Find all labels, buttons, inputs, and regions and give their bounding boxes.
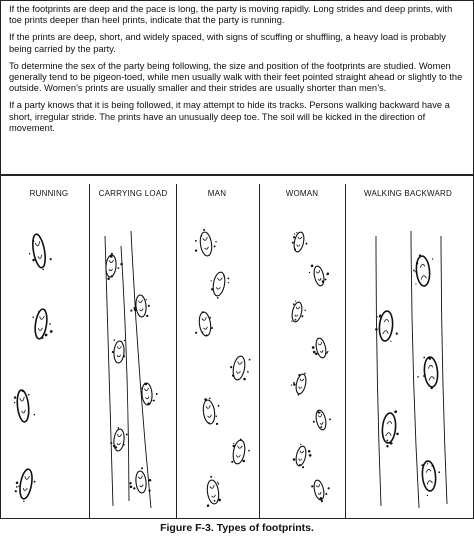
footprints-figure (0, 175, 474, 519)
footprint (111, 339, 126, 363)
footprint (202, 396, 223, 426)
footprint (291, 443, 313, 470)
footprint (13, 467, 38, 503)
footprint (289, 300, 307, 324)
footprint (374, 310, 400, 342)
footprint (230, 437, 252, 465)
paragraph-walking-backward: If a party knows that it is being followed, it may attempt to hide its tracks. Persons walking backward have a short, irregular stride. The prints have an unusually deep toe. The soil will be kicked in the direction of movement. (9, 100, 450, 133)
footprint (26, 232, 54, 272)
footprint (30, 308, 56, 341)
footprint (141, 382, 159, 406)
column-label-carrying-load: CARRYING LOAD (98, 189, 168, 198)
column-label-running: RUNNING (29, 189, 69, 198)
column-label-woman: WOMAN (285, 189, 319, 198)
scuff-line (376, 236, 381, 506)
scuff-line (121, 246, 129, 501)
paragraph-sex-determination: To determine the sex of the party being following, the size and position of the footprints are studied. Women generally tend to be pigeon-toed, while men usually walk with their feet pointed straight ahead or slightly to the outside. Women’s prints are usually smaller and their strides are usually shorter than men’s. (9, 60, 463, 94)
footprint (416, 356, 439, 391)
footprint (310, 337, 329, 360)
column-label-man: MAN (207, 189, 227, 198)
footprint (307, 261, 331, 287)
footprint (228, 355, 251, 382)
footprint (129, 294, 151, 318)
footprint (110, 427, 129, 452)
footprint (203, 475, 222, 507)
footprint (192, 310, 214, 338)
scuff-line (131, 231, 151, 508)
footprint-illustrations (1, 176, 474, 519)
footprint (310, 478, 332, 504)
body-text (0, 0, 474, 175)
footprint (208, 271, 231, 301)
footprint (311, 408, 333, 431)
footprint (381, 409, 401, 448)
column-label-walking-backward: WALKING BACKWARD (364, 189, 452, 198)
footprint (192, 227, 218, 257)
scuff-line (441, 236, 447, 504)
footprint (289, 370, 308, 396)
paragraph-carrying-load: If the prints are deep, short, and widely spaced, with signs of scuffing or shuffling, a heavy load is probably being carried by the party. (9, 32, 446, 54)
footprint (13, 389, 36, 423)
footprint (290, 231, 309, 254)
scuff-line (411, 231, 419, 508)
paragraph-running: If the footprints are deep and the pace is long, the party is moving rapidly. Long strides and deep prints, with toe prints deeper than heel prints, indicate that the party is running. (9, 4, 453, 26)
figure-caption: Figure F-3. Types of footprints. (160, 522, 314, 534)
footprint (421, 460, 442, 496)
footprint (105, 252, 124, 281)
footprint (412, 253, 436, 287)
